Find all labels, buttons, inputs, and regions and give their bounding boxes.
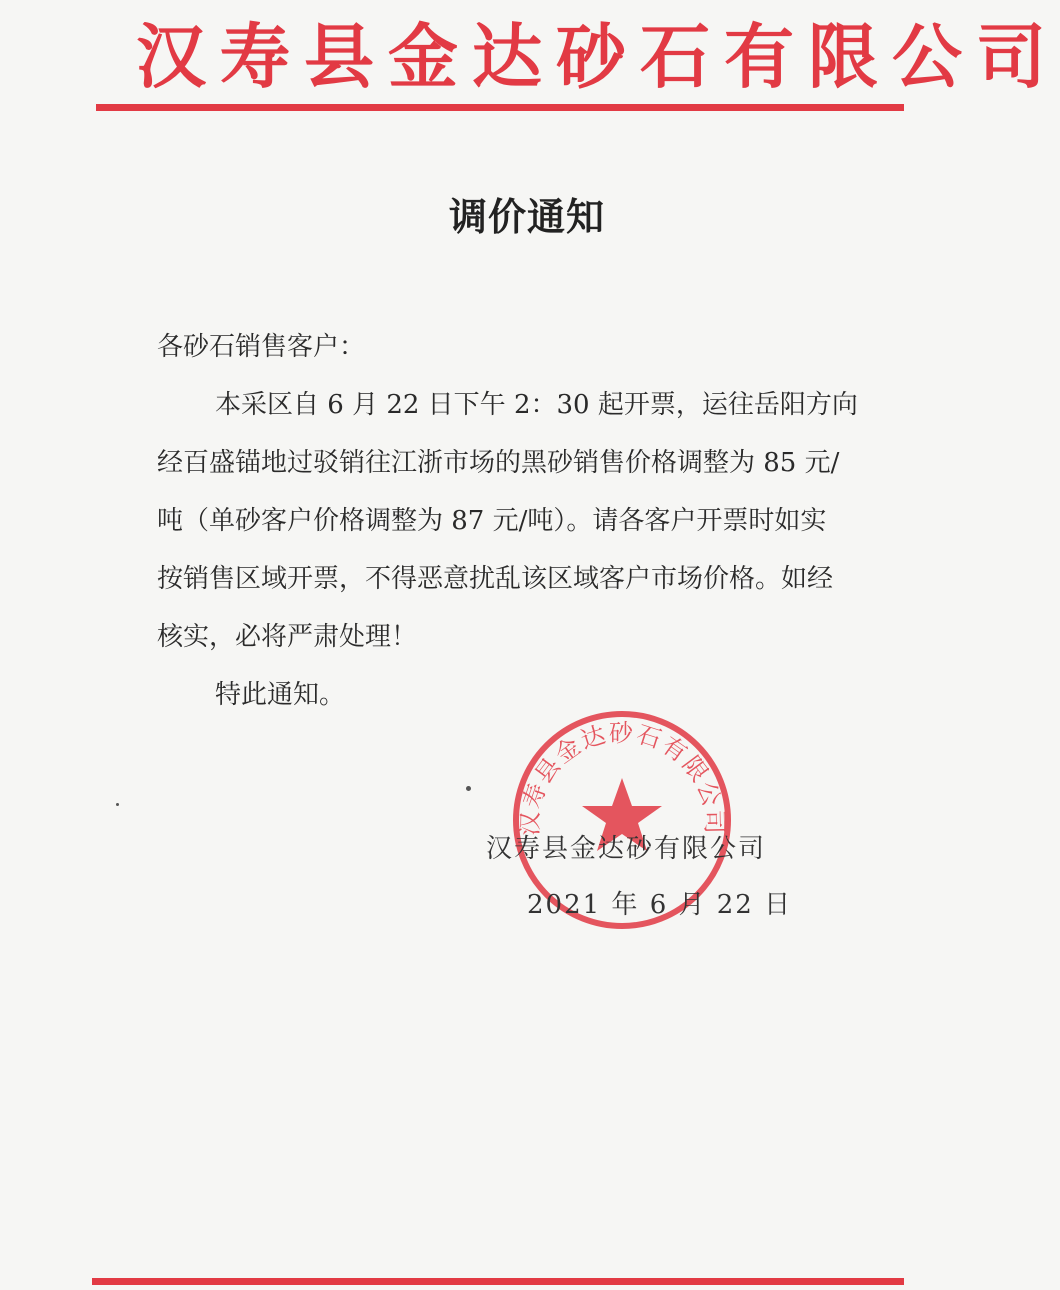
- signature-date: 2021 年 6 月 22 日: [527, 890, 793, 920]
- paragraph-line: 经百盛锚地过驳销往江浙市场的黑砂销售价格调整为 85 元/: [157, 448, 840, 478]
- speck-mark: [466, 786, 471, 791]
- paragraph-line: 按销售区域开票，不得恶意扰乱该区域客户市场价格。如经: [157, 564, 834, 594]
- salutation: 各砂石销售客户：: [157, 332, 366, 362]
- notice-body: [157, 318, 917, 724]
- seal-text: 汉寿县金达砂石有限公司: [515, 718, 729, 837]
- paragraph-line: 核实，必将严肃处理！: [157, 622, 418, 652]
- speck-mark: [116, 803, 119, 806]
- signature-company: 汉寿县金达砂有限公司: [486, 834, 767, 864]
- footer-red-rule: [92, 1278, 904, 1285]
- notice-title: 调价通知: [448, 195, 605, 239]
- letterhead-company-name: 汉寿县金达砂石有限公司: [136, 15, 1060, 98]
- paragraph-line: 本采区自 6 月 22 日下午 2：30 起开票，运往岳阳方向: [215, 390, 858, 420]
- paragraph-line: 吨（单砂客户价格调整为 87 元/吨）。请各客户开票时如实: [157, 506, 827, 536]
- closing-line: 特此通知。: [215, 680, 346, 710]
- letterhead-red-rule: [96, 104, 904, 111]
